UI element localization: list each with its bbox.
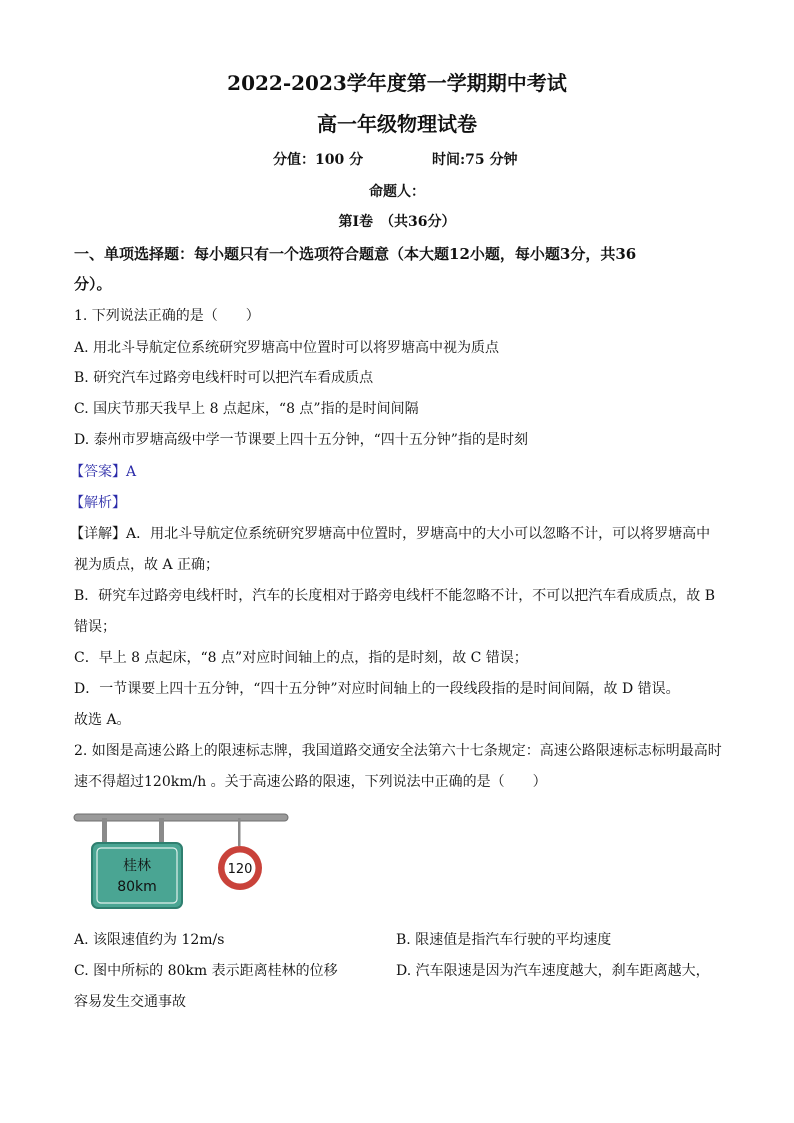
q1-stem: 1. 下列说法正确的是（ ） — [74, 308, 260, 324]
score-label: 分值：100 分 — [273, 152, 364, 168]
q2-stem-line-1: 2. 如图是高速公路上的限速标志牌，我国道路交通安全法第六十七条规定：高速公路限速标志标明最高时 — [74, 743, 722, 759]
board-hanger-left — [102, 818, 107, 846]
volume-heading: 第Ⅰ卷 （共36分） — [338, 214, 456, 230]
speed-sign-figure — [72, 810, 296, 914]
section-heading: 一、单项选择题：每小题只有一个选项符合题意（本大题12小题，每小题3分，共36 — [74, 245, 637, 263]
q2-option-d-cont: 容易发生交通事故 — [74, 994, 186, 1010]
q1-conclusion: 故选 A。 — [74, 712, 131, 728]
limit-hanger — [238, 818, 241, 846]
author-label: 命题人： — [369, 184, 425, 200]
q1-detail-line-4: 错误； — [74, 619, 116, 635]
q1-detail-line-3: B．研究车过路旁电线杆时，汽车的长度相对于路旁电线杆不能忽略不计，不可以把汽车看成质点，故 B — [74, 588, 716, 604]
sign-distance: 80km — [117, 879, 157, 895]
q1-detail-line-1: 【详解】A．用北斗导航定位系统研究罗塘高中位置时，罗塘高中的大小可以忽略不计，可以将罗塘高中 — [70, 526, 711, 542]
q1-detail-line-2: 视为质点，故 A 正确； — [74, 557, 220, 573]
q2-stem-line-2: 速不得超过120km/h 。关于高速公路的限速，下列说法中正确的是（ ） — [74, 774, 547, 790]
exam-subtitle: 高一年级物理试卷 — [317, 112, 477, 136]
sign-city-name: 桂林 — [123, 858, 151, 874]
board-hanger-right — [159, 818, 164, 846]
q1-option-b: B. 研究汽车过路旁电线杆时可以把汽车看成质点 — [74, 370, 374, 386]
section-heading-cont: 分）。 — [74, 275, 112, 293]
q2-option-d: D. 汽车限速是因为汽车速度越大，刹车距离越大， — [396, 963, 710, 979]
q1-detail-line-6: D．一节课要上四十五分钟，“四十五分钟”对应时间轴上的一段线段指的是时间间隔，故 D 错误。 — [74, 681, 680, 697]
destination-board — [92, 843, 182, 908]
time-label: 时间:75 分钟 — [432, 152, 518, 168]
speed-limit-value: 120 — [227, 862, 253, 877]
exam-title: 2022-2023学年度第一学期期中考试 — [227, 71, 567, 95]
q2-option-b: B. 限速值是指汽车行驶的平均速度 — [396, 932, 612, 948]
q2-option-a: A. 该限速值约为 12m/s — [74, 932, 225, 948]
q2-option-c: C. 图中所标的 80km 表示距离桂林的位移 — [74, 963, 338, 979]
q1-option-a: A. 用北斗导航定位系统研究罗塘高中位置时可以将罗塘高中视为质点 — [74, 340, 500, 356]
q1-answer: 【答案】A — [70, 464, 137, 480]
q1-option-c: C. 国庆节那天我早上 8 点起床，“8 点”指的是时间间隔 — [74, 401, 419, 417]
q1-analysis-tag: 【解析】 — [70, 495, 126, 511]
q1-option-d: D. 泰州市罗塘高级中学一节课要上四十五分钟，“四十五分钟”指的是时刻 — [74, 432, 528, 448]
q1-detail-line-5: C．早上 8 点起床，“8 点”对应时间轴上的点，指的是时刻，故 C 错误； — [74, 650, 528, 666]
